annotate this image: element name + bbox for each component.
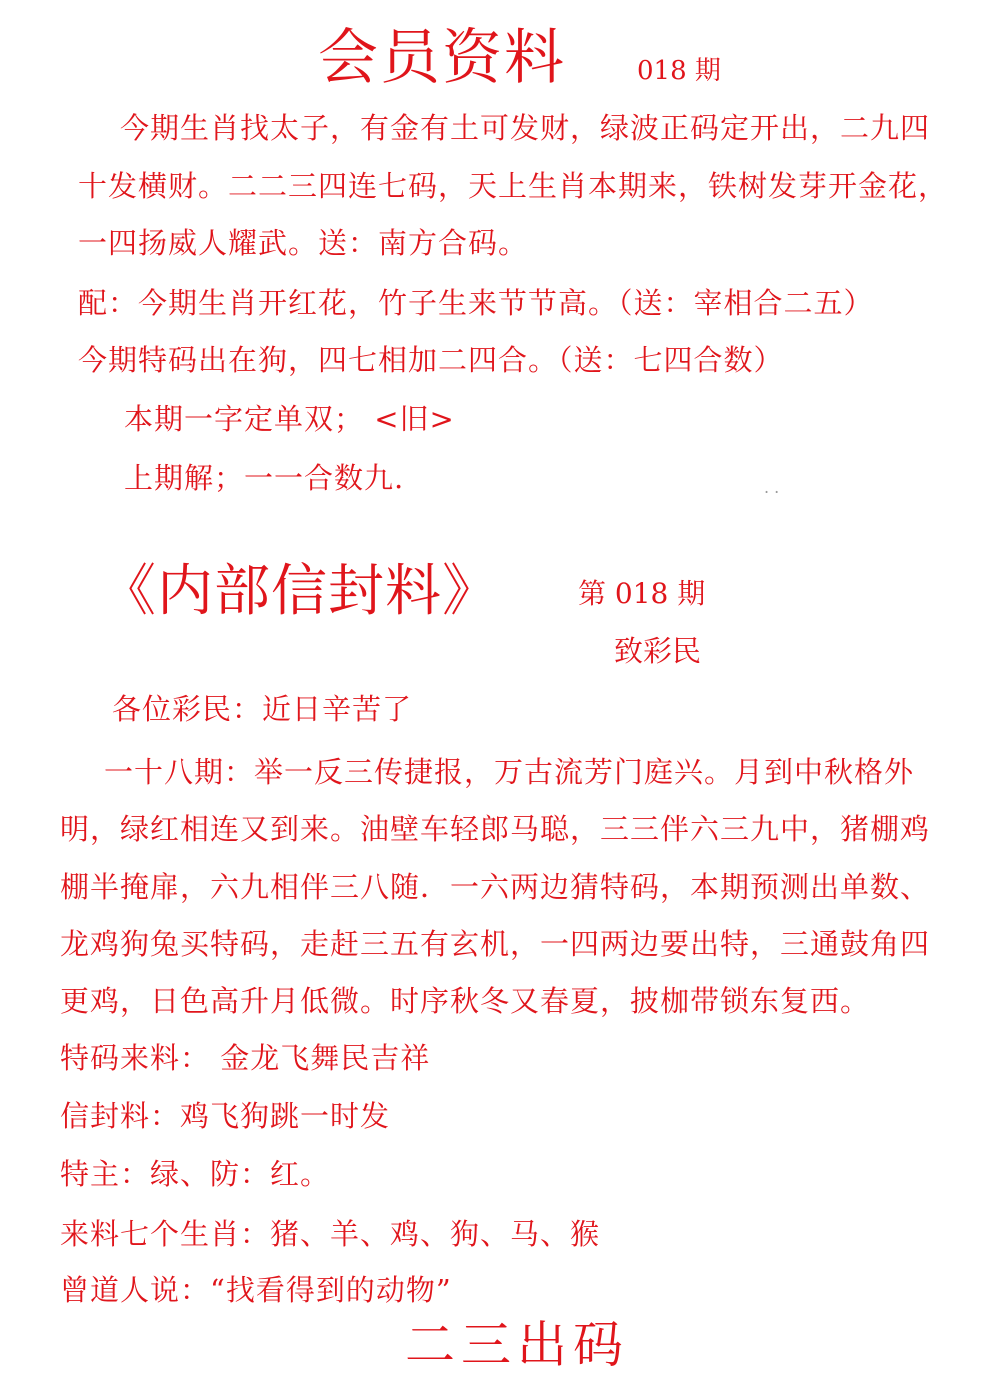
member-single-double-line: 本期一字定单双； <旧> bbox=[124, 402, 455, 436]
footer-headline: 二三出码 bbox=[405, 1316, 629, 1374]
member-paragraph-line: 一四扬威人耀武。送：南方合码。 bbox=[78, 226, 529, 260]
envelope-poem-line: 龙鸡狗兔买特码，走赶三五有玄机，一四两边要出特，三通鼓角四 bbox=[60, 927, 931, 961]
main-and-guard-colors: 特主：绿、防：红。 bbox=[60, 1157, 331, 1191]
envelope-title: 《内部信封料》 bbox=[100, 559, 499, 624]
member-title: 会员资料 bbox=[318, 23, 566, 93]
special-code-source: 特码来料： 金龙飞舞民吉祥 bbox=[60, 1041, 431, 1075]
envelope-poem-line: 一十八期：举一反三传捷报，万古流芳门庭兴。月到中秋格外 bbox=[104, 755, 915, 789]
member-issue-number: 018 期 bbox=[637, 56, 721, 86]
envelope-addressee: 致彩民 bbox=[614, 634, 702, 668]
member-paragraph-line: 今期生肖找太子，有金有土可发财，绿波正码定开出，二九四 bbox=[120, 111, 931, 145]
member-pairing-line: 配：今期生肖开红花，竹子生来节节高。（送：宰相合二五） bbox=[78, 286, 874, 320]
member-special-code-line: 今期特码出在狗，四七相加二四合。（送：七四合数） bbox=[78, 343, 784, 377]
seven-zodiacs-list: 来料七个生肖：猪、羊、鸡、狗、马、猴 bbox=[60, 1217, 601, 1251]
member-last-answer-line: 上期解；一一合数九. bbox=[124, 461, 405, 495]
envelope-poem-line: 更鸡，日色高升月低微。时序秋冬又春夏，披枷带锁东复西。 bbox=[60, 984, 871, 1018]
taoist-saying: 曾道人说：“找看得到的动物” bbox=[60, 1273, 452, 1307]
envelope-material: 信封料：鸡飞狗跳一时发 bbox=[60, 1099, 391, 1133]
envelope-issue-number: 第 018 期 bbox=[578, 577, 706, 610]
envelope-greeting: 各位彩民：近日辛苦了 bbox=[112, 692, 413, 726]
envelope-poem-line: 明，绿红相连又到来。油壁车轻郎马聪，三三伴六三九中，猪棚鸡 bbox=[60, 812, 931, 846]
envelope-poem-line: 棚半掩扉，六九相伴三八随．一六两边猜特码，本期预测出单数、 bbox=[60, 870, 931, 904]
stray-dots: . . bbox=[764, 478, 780, 497]
member-paragraph-line: 十发横财。二二三四连七码，天上生肖本期来，铁树发芽开金花， bbox=[78, 169, 949, 203]
